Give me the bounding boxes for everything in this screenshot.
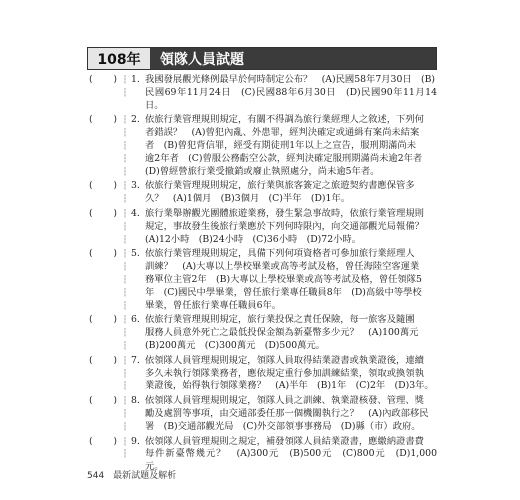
year-label: 108年 (88, 48, 150, 69)
paren-close: ) (113, 249, 117, 260)
question-item (87, 74, 437, 112)
question-text: 依旅行業管理規則規定，旅行業投保之責任保險，每一旅客及隨團 服務人員意外死亡之最低投保金額為新臺幣多少元？ (A)100萬元 (B)200萬元 (C)300萬元 (D)500萬元。 (145, 314, 419, 351)
paren-close: ) (113, 181, 117, 192)
separator: ┆ ┆ ┆ (122, 355, 128, 391)
question-text: 旅行業舉辦觀光團體旅遊業務，發生緊急事故時，依旅行業管理規則 規定，事故發生後旅行業應於下列何時限內，向交通部觀光局報備？ (A)12小時 (B)24小時 (C)36小時 (D)72小時。 (145, 207, 424, 245)
separator: ┆ ┆ ┆ ┆ ┆ (122, 115, 128, 176)
answer-blank (87, 314, 121, 352)
question-number: 7. (131, 354, 140, 366)
question-text: 依旅行業管理規則規定，旅行業與旅客簽定之旅遊契約書應保管多 久？ (A)1個月 (B)3個月 (C)半年 (D)1年。 (145, 180, 415, 205)
footer-text: 最新試題及解析 (113, 471, 177, 481)
separator: ┆ ┆ ┆ (122, 396, 128, 431)
answer-blank (87, 355, 121, 393)
paren-open: ( (89, 355, 93, 366)
separator: ┆ ┆ (122, 75, 128, 97)
separator: ┆ ┆ (122, 181, 128, 204)
question-number: 4. (131, 207, 140, 219)
question-item (87, 180, 437, 206)
paren-close: ) (113, 436, 117, 447)
separator: ┆ ┆ (122, 436, 128, 459)
question-item (87, 314, 437, 352)
question-number: 2. (131, 114, 140, 126)
paren-close: ) (113, 75, 117, 85)
answer-blank (87, 74, 121, 112)
page-footer (87, 468, 176, 481)
paren-close: ) (113, 355, 117, 366)
question-number: 3. (131, 180, 140, 192)
question-number: 1. (131, 74, 140, 85)
paren-close: ) (113, 396, 117, 407)
page-number: 544 (87, 471, 105, 481)
paren-open: ( (89, 396, 93, 407)
question-number: 6. (131, 314, 140, 326)
question-text: 依領隊人員管理規則規定，領隊人員之訓練、執業證核發、管理、獎 勵及處罰等事項，由交通部委任那一個機關執行之？ (A)內政部移民 署 (B)交通部觀光局 (C)外交部領事事務局 (D)縣（市）政府。 (145, 395, 429, 432)
question-list (87, 74, 437, 476)
question-number: 8. (131, 395, 140, 407)
question-text: 依旅行業管理規則規定，具備下列何項資格者可參加旅行業經理人 訓練？ (A)大專以上學校畢業或高等考試及格，曾任海陸空客運業 務單位主管2年 (B)大專以上學校畢業或高等考試及格，曾任領隊5 年 (C)國民中學畢業，曾任旅行業專任職員8年 (D)高級中等學校 畢業，曾任旅行業專任職員6年。 (145, 248, 422, 311)
separator: ┆ ┆ ┆ (122, 315, 128, 350)
answer-blank (87, 395, 121, 433)
question-number: 9. (131, 435, 140, 447)
paren-close: ) (113, 115, 117, 126)
paren-open: ( (89, 208, 93, 219)
answer-blank (87, 208, 121, 246)
separator: ┆ ┆ ┆ (122, 208, 128, 244)
question-item (87, 355, 437, 393)
answer-blank (87, 114, 121, 178)
paren-open: ( (89, 315, 93, 326)
separator: ┆ ┆ ┆ ┆ ┆ (122, 249, 128, 310)
section-title: 領隊人員試題 (150, 48, 436, 69)
paren-open: ( (89, 181, 93, 192)
question-item (87, 395, 437, 433)
paren-open: ( (89, 75, 93, 85)
question-text: 我國發展觀光條例最早於何時制定公布？ (A)民國58年7月30日 (B) 民國69年11月24日 (C)民國88年6月30日 (D)民國90年11月14日。 (145, 74, 437, 111)
paren-open: ( (89, 115, 93, 126)
paren-close: ) (113, 208, 117, 219)
section-header (87, 47, 437, 70)
answer-blank (87, 248, 121, 312)
paren-close: ) (113, 315, 117, 326)
paren-open: ( (89, 249, 93, 260)
question-item (87, 114, 437, 178)
paren-open: ( (89, 436, 93, 447)
question-text: 依領隊人員管理規則之規定，補發領隊人員結業證書，應繳納證書費 每件新臺幣幾元？ (A)300元 (B)500元 (C)800元 (D)1,000元。 (145, 435, 437, 473)
answer-blank (87, 180, 121, 206)
question-text: 依旅行業管理規則規定，有關不得調為旅行業經理人之敘述，下列何 者錯誤？ (A)曾犯內亂、外患罪，經判決確定或通緝有案尚未結案 者 (B)曾犯背信罪，經受有期徒刑1年以上之宣告，服刑期滿尚未 逾2年者 (C)曾服公務虧空公款，經判決確定服刑期滿尚未逾2年者 (D)曾經營旅行業受撤銷或廢止執照處分，尚未逾5年者。 (145, 114, 424, 177)
question-text: 依領隊人員管理規則規定，領隊人員取得結業證書或執業證後，連續 多久未執行領隊業務者，應依規定重行參加訓練結業，領取或換領執 業證後，始得執行領隊業務？ (A)半年 (B)1年 (C)2年 (D)3年。 (145, 354, 434, 392)
question-number: 5. (131, 248, 140, 260)
question-item (87, 208, 437, 246)
question-item (87, 248, 437, 312)
